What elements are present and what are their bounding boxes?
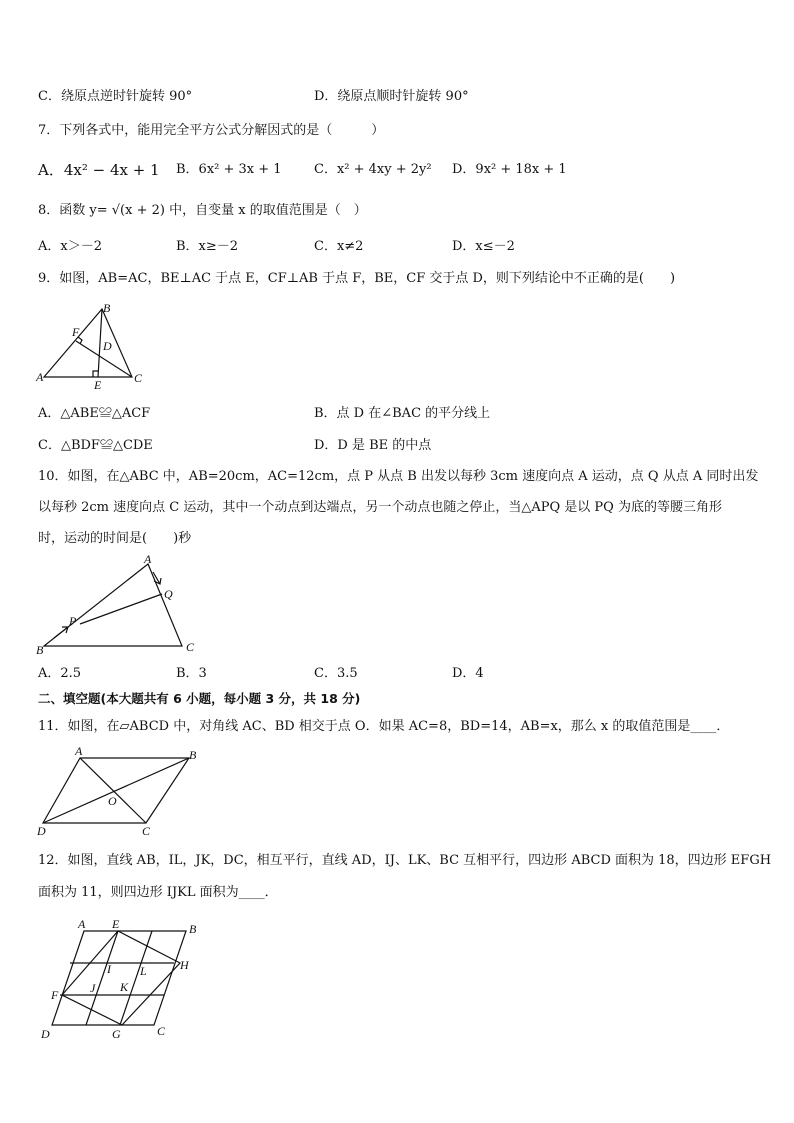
q10-line-1: 10．如图，在△ABC 中，AB=20cm，AC=12cm，点 P 从点 B 出发以每秒 3cm 速度向点 A 运动，点 Q 从点 A 同时出发 xyxy=(38,469,759,484)
q9-option-b: B．点 D 在∠BAC 的平分线上 xyxy=(314,406,491,421)
q12-label-f: F xyxy=(51,988,59,1002)
q11-label-b: B xyxy=(189,748,197,762)
q9-triangle xyxy=(44,309,132,377)
q10-segment-pq xyxy=(80,594,162,624)
section-2-heading: 二、填空题(本大题共有 6 小题，每小题 3 分，共 18 分) xyxy=(38,691,361,706)
q12-line-1: 12．如图，直线 AB，IL，JK，DC，相互平行，直线 AD，IJ、LK、BC 互相平行，四边形 ABCD 面积为 18，四边形 EFGH xyxy=(38,853,772,868)
q9-right-angle-e xyxy=(93,371,98,377)
q10-label-c: C xyxy=(186,640,195,654)
q7-option-b: B．6x² + 3x + 1 xyxy=(176,162,282,177)
q12-label-k: K xyxy=(120,980,129,994)
q10-label-b: B xyxy=(36,643,44,657)
q9-label-f: F xyxy=(72,325,80,339)
q9-label-c: C xyxy=(134,371,143,385)
q10-option-d: D．4 xyxy=(452,666,484,681)
q11-diagonal-ac xyxy=(80,758,146,823)
q10-option-a: A．2.5 xyxy=(38,666,82,681)
q8-option-b: B．x≥－2 xyxy=(176,239,239,254)
q9-stem: 9．如图，AB=AC，BE⊥AC 于点 E，CF⊥AB 于点 F，BE，CF 交于点 D，则下列结论中不正确的是( ) xyxy=(38,271,676,286)
q11-label-c: C xyxy=(142,824,151,838)
q7-stem: 7．下列各式中，能用完全平方公式分解因式的是（ ） xyxy=(38,123,385,138)
q11-label-a: A xyxy=(75,745,83,758)
q10-option-b: B．3 xyxy=(176,666,207,681)
q12-label-c: C xyxy=(157,1024,166,1038)
q12-label-a: A xyxy=(78,917,86,931)
q12-label-l: L xyxy=(140,964,147,978)
q12-label-d: D xyxy=(41,1027,50,1041)
q9-label-b: B xyxy=(103,301,111,315)
q9-option-a: A．△ABE≌△ACF xyxy=(38,406,151,421)
q10-option-c: C．3.5 xyxy=(314,666,358,681)
q7-option-a: A．4x² − 4x + 1 xyxy=(38,161,160,179)
q12-line-2: 面积为 11，则四边形 IJKL 面积为____． xyxy=(38,885,278,900)
q8-option-d: D．x≤－2 xyxy=(452,239,515,254)
q10-line-3: 时，运动的时间是( )秒 xyxy=(38,531,192,546)
q10-label-a: A xyxy=(144,552,152,566)
q8-option-c: C．x≠2 xyxy=(314,239,364,254)
q9-segment-be xyxy=(98,309,102,377)
q11-label-o: O xyxy=(108,794,117,808)
q12-line-ij xyxy=(86,931,118,1025)
q9-label-e: E xyxy=(94,378,102,392)
q7-option-c: C．x² + 4xy + 2y² xyxy=(314,162,432,177)
q10-line-2: 以每秒 2cm 速度向点 C 运动，其中一个动点到达端点，另一个动点也随之停止，当△APQ 是以 PQ 为底的等腰三角形 xyxy=(38,500,722,515)
q8-option-a: A．x＞－2 xyxy=(38,239,102,254)
q7-option-d: D．9x² + 18x + 1 xyxy=(452,162,567,177)
q12-figure xyxy=(34,915,209,1045)
q12-label-g: G xyxy=(112,1027,121,1041)
q12-label-h: H xyxy=(180,958,189,972)
q9-label-d: D xyxy=(103,339,112,353)
q12-label-i: I xyxy=(107,962,111,976)
q10-label-q: Q xyxy=(164,587,173,601)
q9-figure xyxy=(34,300,154,392)
q11-figure xyxy=(34,745,204,840)
q9-label-a: A xyxy=(36,370,44,384)
q10-triangle xyxy=(44,564,182,646)
q9-option-c: C．△BDF≌△CDE xyxy=(38,438,153,453)
q6-option-c: C．绕原点逆时针旋转 90° xyxy=(38,89,193,104)
q9-option-d: D．D 是 BE 的中点 xyxy=(314,438,432,453)
q12-label-e: E xyxy=(112,917,120,931)
q11-stem: 11．如图，在▱ABCD 中，对角线 AC、BD 相交于点 O．如果 AC=8，BD=14，AB=x，那么 x 的取值范围是____． xyxy=(38,719,730,734)
q10-figure xyxy=(32,552,207,657)
q10-label-p: P xyxy=(69,614,77,628)
q12-label-b: B xyxy=(189,922,197,936)
q6-option-d: D．绕原点顺时针旋转 90° xyxy=(314,89,469,104)
q12-label-j: J xyxy=(90,981,96,995)
q8-stem: 8．函数 y= √(x + 2) 中，自变量 x 的取值范围是（ ） xyxy=(38,203,367,218)
q11-label-d: D xyxy=(37,824,46,838)
